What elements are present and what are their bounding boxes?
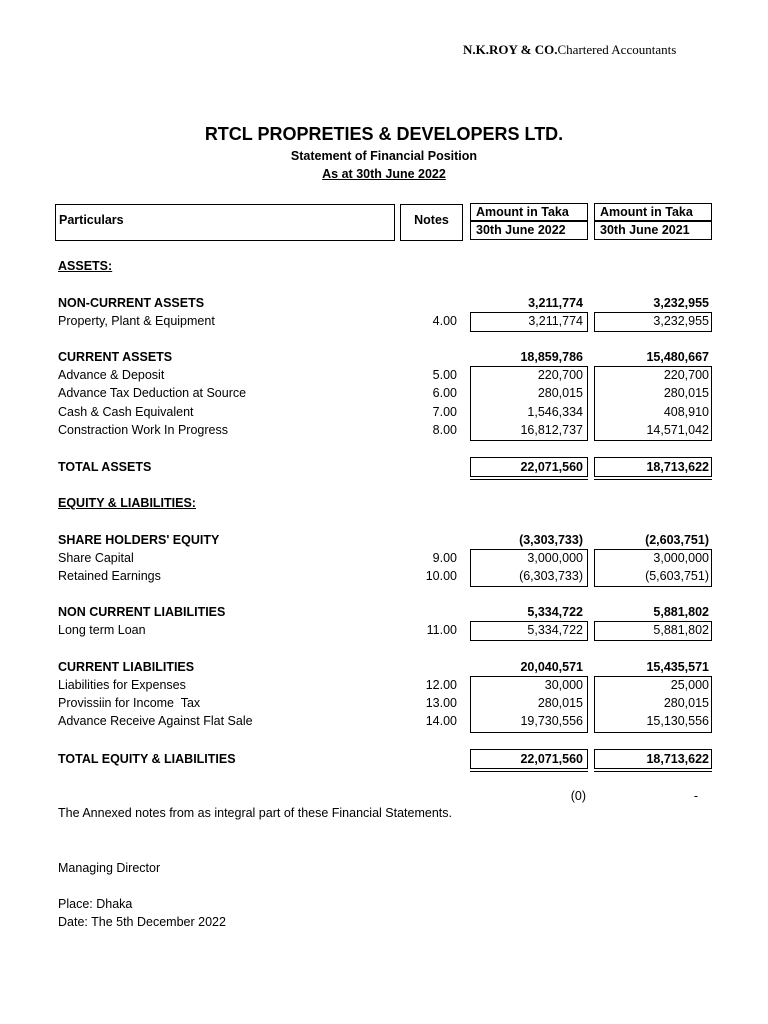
- table-row-value-2021: 25,000: [670, 678, 709, 692]
- table-row-value-2021: 3,000,000: [653, 551, 709, 565]
- non-current-liabilities-total-2021: 5,881,802: [653, 605, 709, 619]
- firm-suffix: Chartered Accountants: [557, 42, 677, 57]
- firm-header: [463, 42, 676, 58]
- non-current-assets-total-2021: 3,232,955: [653, 296, 709, 310]
- table-row-label: Retained Earnings: [58, 569, 161, 583]
- table-row-value-2021: 280,015: [663, 386, 709, 400]
- equity-label: SHARE HOLDERS' EQUITY: [58, 533, 220, 547]
- place: Place: Dhaka: [58, 897, 133, 911]
- signatory: Managing Director: [58, 861, 161, 875]
- table-row-label: Long term Loan: [58, 623, 146, 637]
- table-row-value-2022: 220,700: [537, 368, 583, 382]
- table-row-value-2021: 14,571,042: [646, 423, 709, 437]
- table-row-label: Advance Receive Against Flat Sale: [58, 714, 253, 728]
- equity-total-2022: (3,303,733): [519, 533, 583, 547]
- table-row-value-2022: 19,730,556: [520, 714, 583, 728]
- table-row-value-2021: (5,603,751): [645, 569, 709, 583]
- total-equity-liabilities-label: TOTAL EQUITY & LIABILITIES: [58, 752, 236, 766]
- amount-header-2022: Amount in Taka: [476, 205, 569, 219]
- difference-2021: -: [693, 789, 698, 803]
- table-row-value-2021: 220,700: [663, 368, 709, 382]
- table-row-value-2021: 5,881,802: [653, 623, 709, 637]
- table-row-note: 14.00: [425, 714, 457, 728]
- current-assets-total-2021: 15,480,667: [646, 350, 709, 364]
- table-row-label: Cash & Cash Equivalent: [58, 405, 194, 419]
- table-row-value-2022: 3,211,774: [528, 314, 583, 328]
- equity-liabilities-heading: EQUITY & LIABILITIES:: [58, 496, 196, 510]
- current-liabilities-label: CURRENT LIABILITIES: [58, 660, 195, 674]
- non-current-assets-total-2022: 3,211,774: [528, 296, 583, 310]
- equity-total-2021: (2,603,751): [645, 533, 709, 547]
- current-liabilities-total-2022: 20,040,571: [520, 660, 583, 674]
- non-current-liabilities-label: NON CURRENT LIABILITIES: [58, 605, 226, 619]
- total-assets-double-line-2022: [470, 479, 588, 480]
- current-liabilities-total-2021: 15,435,571: [646, 660, 709, 674]
- assets-heading: ASSETS:: [58, 259, 113, 273]
- table-row-value-2022: 1,546,334: [527, 405, 583, 419]
- table-row-note: 10.00: [425, 569, 457, 583]
- current-assets-label: CURRENT ASSETS: [58, 350, 173, 364]
- table-row-note: 6.00: [432, 386, 457, 400]
- table-row-value-2022: 16,812,737: [520, 423, 583, 437]
- table-row-value-2022: 280,015: [537, 386, 583, 400]
- table-row-label: Constraction Work In Progress: [58, 423, 228, 437]
- table-row-label: Share Capital: [58, 551, 134, 565]
- table-row-note: 8.00: [432, 423, 457, 437]
- date: Date: The 5th December 2022: [58, 915, 226, 929]
- amount-header-2021: Amount in Taka: [600, 205, 693, 219]
- as-at-date: [0, 167, 768, 181]
- table-row-label: Liabilities for Expenses: [58, 678, 186, 692]
- table-row-label: Property, Plant & Equipment: [58, 314, 215, 328]
- total-assets-2021: 18,713,622: [646, 460, 709, 474]
- non-current-assets-label: NON-CURRENT ASSETS: [58, 296, 205, 310]
- table-row-note: 9.00: [432, 551, 457, 565]
- table-row-label: Advance & Deposit: [58, 368, 165, 382]
- difference-2022: (0): [570, 789, 586, 803]
- total-equity-liabilities-double-line-2021: [594, 771, 712, 772]
- particulars-header: Particulars: [59, 213, 124, 227]
- table-row-note: 7.00: [432, 405, 457, 419]
- table-row-value-2021: 3,232,955: [653, 314, 709, 328]
- total-equity-liabilities-2022: 22,071,560: [520, 752, 583, 766]
- annex-note: The Annexed notes from as integral part of these Financial Statements.: [58, 806, 452, 820]
- total-assets-double-line-2021: [594, 479, 712, 480]
- table-row-value-2021: 408,910: [663, 405, 709, 419]
- as-at-text: As at 30th June 2022: [322, 167, 446, 181]
- total-equity-liabilities-2021: 18,713,622: [646, 752, 709, 766]
- table-row-label: Provissiin for Income Tax: [58, 696, 201, 710]
- table-row-value-2022: 5,334,722: [527, 623, 583, 637]
- table-row-value-2022: 3,000,000: [527, 551, 583, 565]
- statement-title: Statement of Financial Position: [290, 149, 478, 163]
- firm-name: N.K.ROY & CO.: [463, 42, 558, 57]
- table-row-value-2022: (6,303,733): [519, 569, 583, 583]
- company-title: RTCL PROPRETIES & DEVELOPERS LTD.: [204, 124, 564, 144]
- table-row-note: 5.00: [432, 368, 457, 382]
- table-row-value-2021: 280,015: [663, 696, 709, 710]
- table-row-value-2022: 30,000: [544, 678, 583, 692]
- table-row-value-2021: 15,130,556: [646, 714, 709, 728]
- total-equity-liabilities-double-line-2022: [470, 771, 588, 772]
- table-row-note: 12.00: [425, 678, 457, 692]
- table-row-note: 11.00: [426, 623, 457, 637]
- table-row-value-2022: 280,015: [537, 696, 583, 710]
- non-current-liabilities-total-2022: 5,334,722: [527, 605, 583, 619]
- notes-header: Notes: [414, 213, 449, 227]
- current-assets-total-2022: 18,859,786: [520, 350, 583, 364]
- table-row-note: 4.00: [432, 314, 457, 328]
- table-row-label: Advance Tax Deduction at Source: [58, 386, 247, 400]
- table-row-note: 13.00: [425, 696, 457, 710]
- total-assets-label: TOTAL ASSETS: [58, 460, 152, 474]
- date-header-2022: 30th June 2022: [476, 223, 566, 237]
- total-assets-2022: 22,071,560: [520, 460, 583, 474]
- date-header-2021: 30th June 2021: [600, 223, 690, 237]
